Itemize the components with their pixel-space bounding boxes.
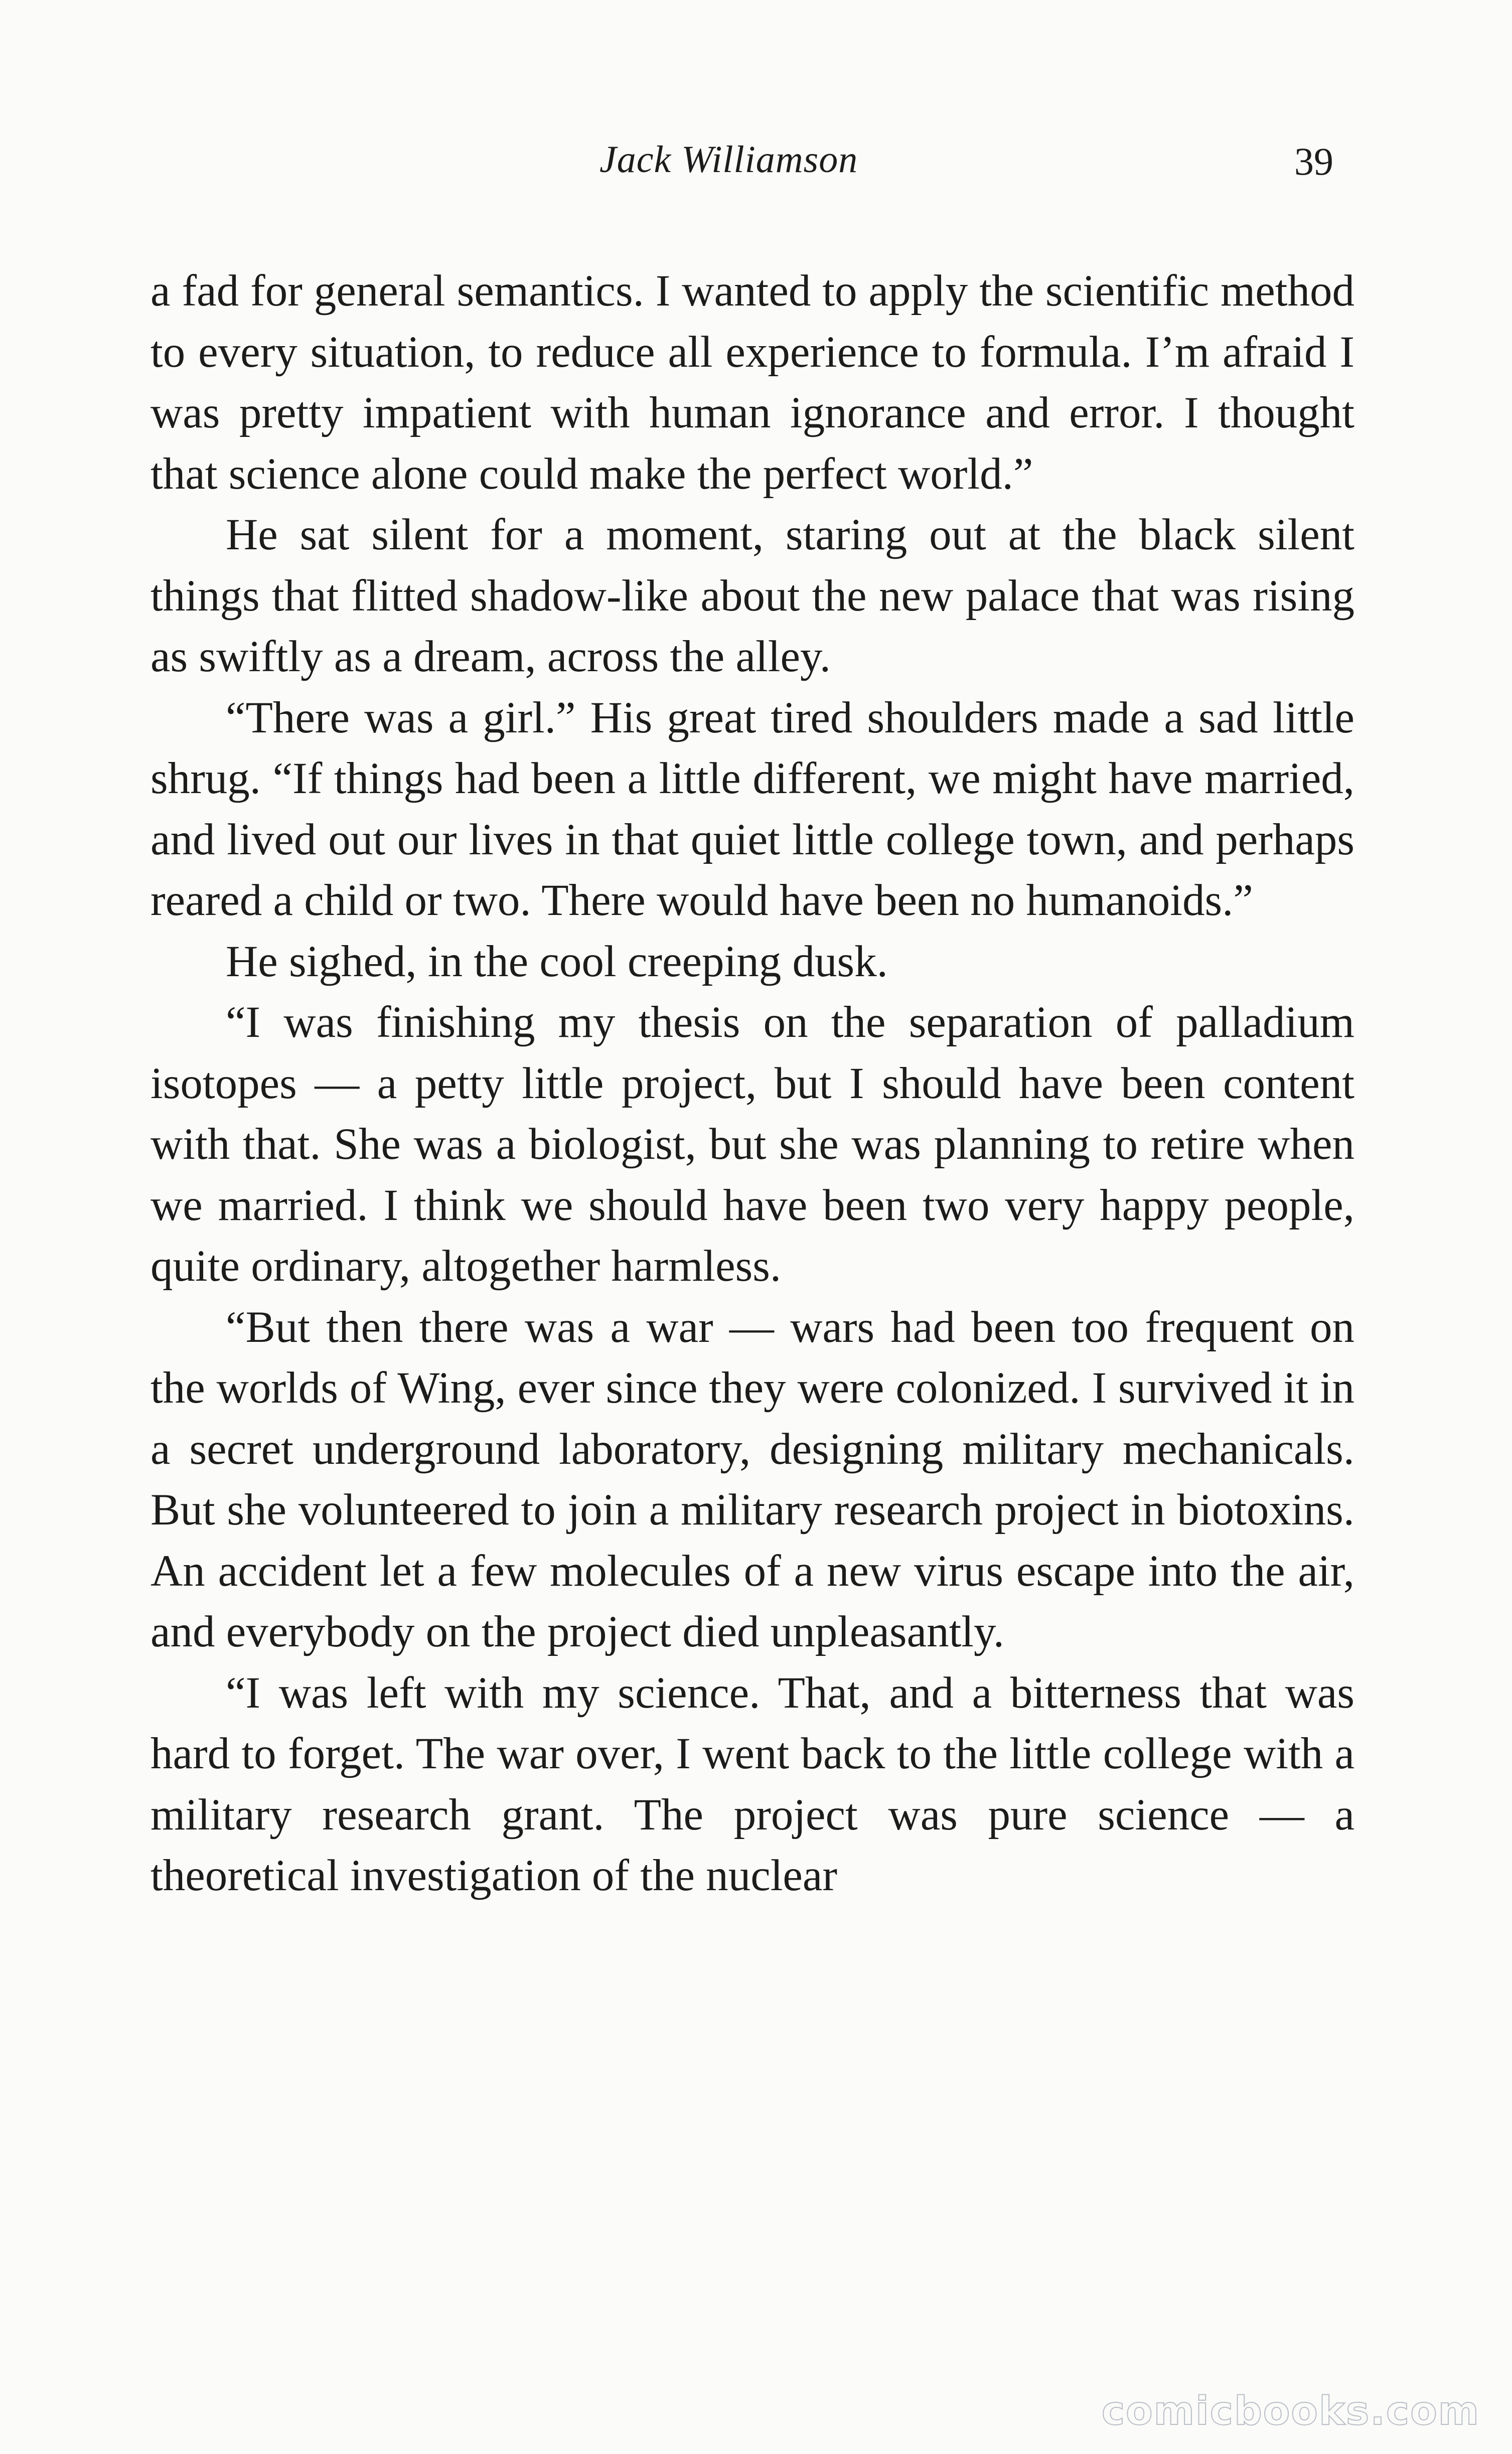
- paragraph-1: a fad for general semantics. I wanted to apply the scientific method to every situation, to reduce all experience to formula. I’m afraid I was pretty impatient with human ignorance and error. I thought that science alone could make the perfect world.”: [150, 266, 1354, 499]
- paragraph-5: “I was finishing my thesis on the separation of palladium isotopes — a petty little project, but I should have been content with that. She was a biologist, but she was planning to retire when we married. I think we should have been two very happy people, quite ordinary, altogether harmless.: [150, 998, 1354, 1291]
- paragraph-7: “I was left with my science. That, and a bitterness that was hard to forget. The war over, I went back to the little college with a military research grant. The project was pure science — a theoretical investigation of the nuclear: [150, 1668, 1354, 1900]
- running-head: [0, 134, 1512, 195]
- watermark: comicbooks.com: [1101, 2389, 1480, 2434]
- paragraph-4: He sighed, in the cool creeping dusk.: [226, 937, 888, 986]
- running-title: Jack Williamson: [599, 138, 858, 181]
- paragraph-2: He sat silent for a moment, staring out at the black silent things that flitted shadow-like about the new palace that was rising as swiftly as a dream, across the alley.: [150, 510, 1354, 681]
- paragraph-3: “There was a girl.” His great tired shoulders made a sad little shrug. “If things had been a little different, we might have married, and lived out our lives in that quiet little college town, and perhaps reared a child or two. There would have been no humanoids.”: [150, 693, 1354, 925]
- paragraph-6: “But then there was a war — wars had been too frequent on the worlds of Wing, ever since they were colonized. I survived it in a secret underground laboratory, designing military mechanicals. But she volunteered to join a military research project in biotoxins. An accident let a few molecules of a new virus escape into the air, and everybody on the project died unpleasantly.: [150, 1302, 1354, 1656]
- page-number: 39: [1294, 139, 1333, 183]
- body-text: [150, 261, 1354, 1907]
